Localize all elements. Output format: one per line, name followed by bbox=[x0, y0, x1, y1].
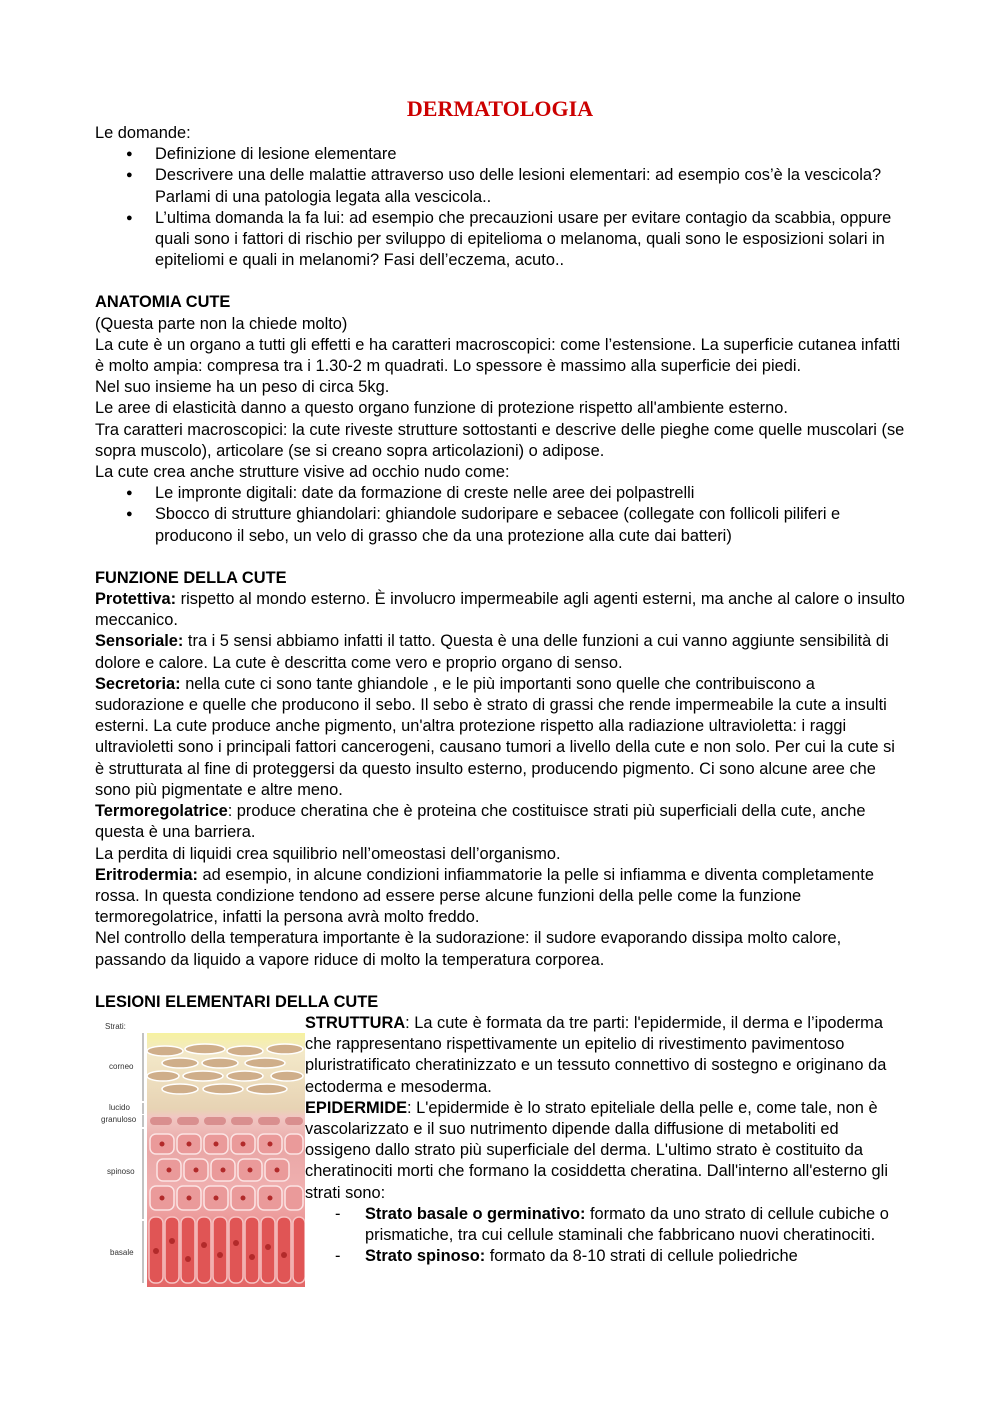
lesioni-text bbox=[305, 1013, 905, 1267]
anatomia-note: (Questa parte non la chiede molto) bbox=[95, 314, 348, 333]
anatomia-list bbox=[95, 483, 905, 547]
term-text: tra i 5 sensi abbiamo infatti il tatto. Questa è una delle funzioni a cui vanno aggiunte sensibilità di dolore e calore. La cute è descritta come vero e proprio organo di senso. bbox=[95, 632, 889, 672]
paragraph-termoregolatrice bbox=[95, 801, 905, 843]
paragraph-epidermide bbox=[305, 1098, 905, 1204]
paragraph: La cute è un organo a tutti gli effetti e ha caratteri macroscopici: come l’estensione. La superficie cutanea infatti è molto ampia: compresa tra i 1.30-2 m quadrati. Lo spessore è massimo alla superficie dei piedi. bbox=[95, 335, 901, 376]
questions-label: Le domande: bbox=[95, 124, 191, 142]
paragraph-sensoriale bbox=[95, 631, 905, 673]
term-label: Secretoria: bbox=[95, 674, 181, 693]
term-text: : produce cheratina che è proteina che costituisce strati più superficiali della cute, anche questa è una barriera. bbox=[95, 802, 866, 842]
list-item bbox=[365, 1246, 905, 1267]
term-text: formato da uno strato di cellule cubiche o prismatiche, tra cui cellule staminali che fabbricano nuovi cheratinociti. bbox=[365, 1204, 889, 1244]
list-item: ● Descrivere una delle malattie attraverso uso delle lesioni elementari: ad esempio cos’è la vescicola? Parlami di una patologia legata alla vescicola.. bbox=[155, 165, 905, 207]
label-strati: Strati: bbox=[105, 1021, 126, 1031]
paragraph: Nel controllo della temperatura importante è la sudorazione: il sudore evaporando dissipa molto calore, passando da liquido a vapore riduce di molto la temperatura corporea. bbox=[95, 929, 842, 969]
term-text: rispetto al mondo esterno. È involucro impermeabile agli agenti esterni, ma anche al calore o insulto meccanico. bbox=[95, 590, 905, 630]
list-item: ● Sbocco di strutture ghiandolari: ghiandole sudoripare e sebacee (collegate con follicoli piliferi e producono il sebo, un velo di grasso che da una protezione alla cute dai batteri) bbox=[155, 504, 905, 546]
list-item: ● Definizione di lesione elementare bbox=[155, 144, 905, 165]
section-heading-anatomia: ANATOMIA CUTE bbox=[95, 293, 231, 312]
list-item: ● L’ultima domanda la fa lui: ad esempio che precauzioni usare per evitare contagio da scabbia, oppure quali sono i fattori di rischio per sviluppo di epitelioma o melanoma, quali sono le esposizioni solari in epiteliomi e quali in melanomi? Fasi dell’eczema, acuto.. bbox=[155, 208, 905, 272]
list-item bbox=[365, 1204, 905, 1246]
term-text: formato da 8-10 strati di cellule poliedriche bbox=[485, 1247, 798, 1266]
paragraph: La perdita di liquidi crea squilibrio nell’omeostasi dell’organismo. bbox=[95, 844, 561, 863]
skin-layers-figure bbox=[95, 1019, 305, 1289]
paragraph-secretoria bbox=[95, 674, 905, 801]
paragraph-protettiva bbox=[95, 589, 905, 631]
term-text: ad esempio, in alcune condizioni infiammatorie la pelle si infiamma e diventa completamente rossa. In questa condizione tendono ad essere perse alcune funzioni della pelle come la funzione termoregolatrice, infatti la persona avrà molto freddo. bbox=[95, 865, 874, 927]
label-basale: basale bbox=[110, 1247, 134, 1257]
term-label: Eritrodermia: bbox=[95, 865, 198, 884]
basal-cells bbox=[149, 1217, 305, 1283]
section-heading-lesioni: LESIONI ELEMENTARI DELLA CUTE bbox=[95, 992, 379, 1011]
label-corneo: corneo bbox=[109, 1061, 134, 1071]
term-label: Protettiva: bbox=[95, 590, 177, 609]
paragraph-struttura bbox=[305, 1013, 905, 1098]
term-label: Sensoriale: bbox=[95, 632, 184, 651]
term-label: Termoregolatrice bbox=[95, 802, 228, 821]
label-spinoso: spinoso bbox=[107, 1166, 135, 1176]
section-heading-funzione: FUNZIONE DELLA CUTE bbox=[95, 568, 287, 587]
term-label: STRUTTURA bbox=[305, 1013, 406, 1032]
term-label: Strato basale o germinativo: bbox=[365, 1204, 586, 1223]
spinous-cells bbox=[150, 1134, 303, 1210]
term-text: : La cute è formata da tre parti: l'epidermide, il derma e l’ipoderma che rappresentano rispettivamente un epitelio di rivestimento pavimentoso pluristratificato cheratinizzato e un tessuto connettivo di sostegno e originano da ectoderma e mesoderma. bbox=[305, 1013, 887, 1096]
label-lucido: lucido bbox=[109, 1102, 130, 1112]
document-title: DERMATOLOGIA bbox=[406, 96, 594, 121]
paragraph: Le aree di elasticità danno a questo organo funzione di protezione rispetto all'ambiente esterno. bbox=[95, 399, 788, 418]
label-granuloso: granuloso bbox=[101, 1114, 137, 1124]
lesioni-section bbox=[95, 992, 905, 1268]
paragraph: Nel suo insieme ha un peso di circa 5kg. bbox=[95, 378, 390, 397]
document-page bbox=[95, 95, 905, 1267]
paragraph: La cute crea anche strutture visive ad occhio nudo come: bbox=[95, 463, 510, 482]
questions-list bbox=[95, 144, 905, 271]
strati-list bbox=[305, 1204, 905, 1268]
paragraph: Tra caratteri macroscopici: la cute riveste strutture sottostanti e descrive delle pieghe come quelle muscolari (se sopra muscolo), articolare (se si creano sopra articolazioni) o adipose. bbox=[95, 420, 905, 460]
figure-labels bbox=[101, 1022, 137, 1257]
term-label: EPIDERMIDE bbox=[305, 1098, 408, 1117]
paragraph-eritrodermia bbox=[95, 865, 905, 929]
term-label: Strato spinoso: bbox=[365, 1247, 486, 1266]
term-text: nella cute ci sono tante ghiandole , e le più importanti sono quelle che contribuiscono a sudorazione e quelle che producono il sebo. Il sebo è strato di grassi che rende impermeabile la cute a insulti esterni. La cute produce anche pigmento, un'altra protezione rispetto alla radiazione ultravioletta: i raggi ultravioletti sono i principali fattori cancerogeni, causano tumori a livello della cute e non solo. Per cui la cute si è strutturata al fine di proteggersi da questo insulto esterno, producendo pigmento. Ci sono alcune aree che sono più pigmentate e altre meno. bbox=[95, 674, 895, 799]
list-item: ● Le impronte digitali: date da formazione di creste nelle aree dei polpastrelli bbox=[155, 483, 905, 504]
term-text: : L'epidermide è lo strato epiteliale della pelle e, come tale, non è vascolarizzato e il suo nutrimento dipende dalla diffusione di metaboliti ed ossigeno dallo strato più superficiale del derma. L'ultimo strato è costituito da cheratinociti morti che formano la cosiddetta cheratina. Dall'interno all'esterno gli strati sono: bbox=[305, 1098, 888, 1202]
